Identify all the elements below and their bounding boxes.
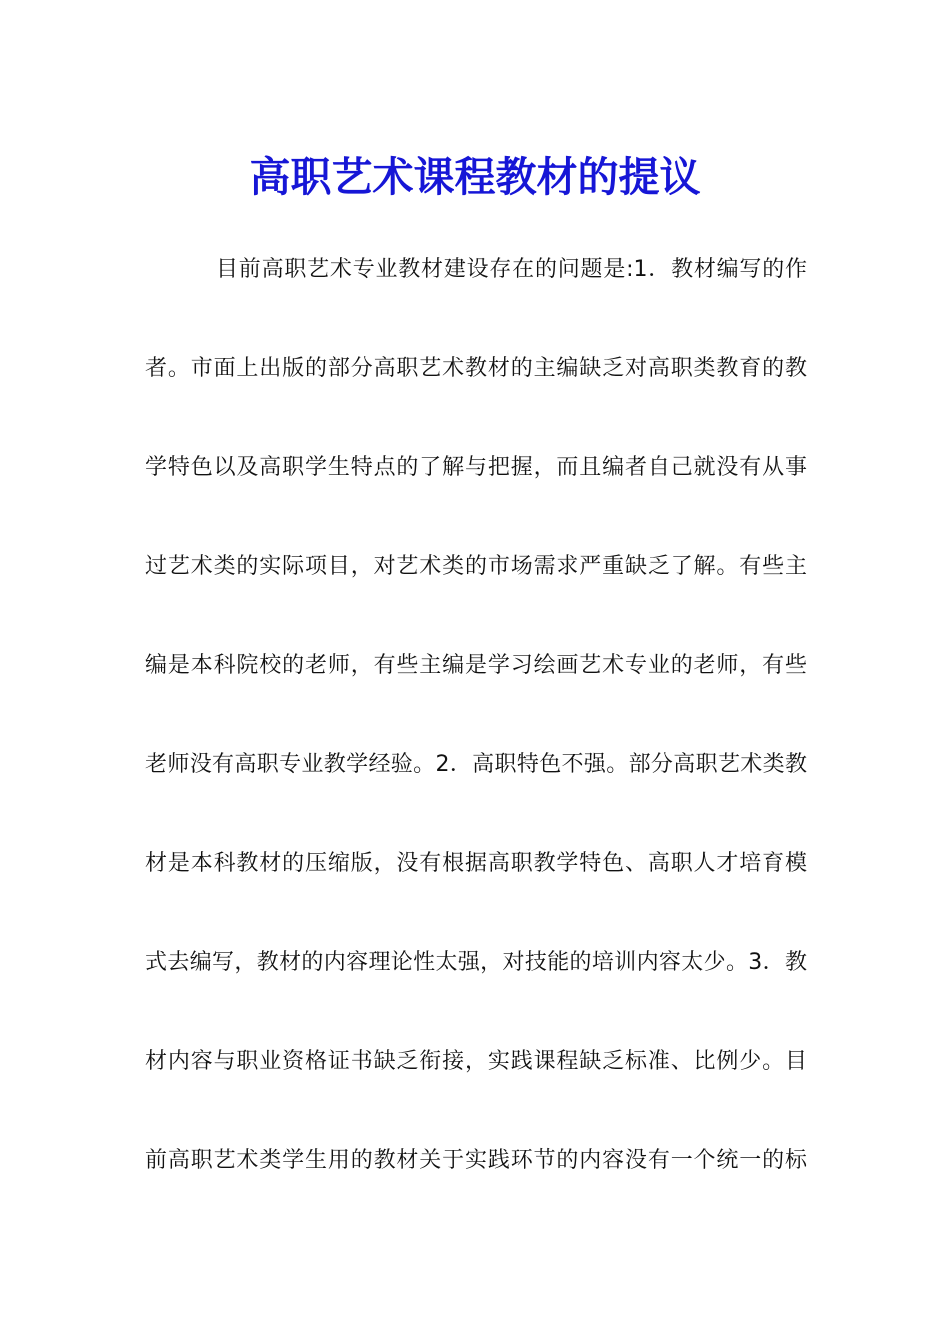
body-line-10: 前高职艺术类学生用的教材关于实践环节的内容没有一个统一的标 [145, 1148, 807, 1173]
document-body [145, 220, 807, 1210]
body-line-5: 编是本科院校的老师，有些主编是学习绘画艺术专业的老师，有些 [145, 653, 807, 678]
document-title: 高职艺术课程教材的提议 [249, 153, 701, 202]
body-line-1: 目前高职艺术专业教材建设存在的问题是:1．教材编写的作 [216, 257, 807, 282]
body-line-4: 过艺术类的实际项目，对艺术类的市场需求严重缺乏了解。有些主 [145, 554, 807, 579]
body-line-2: 者。市面上出版的部分高职艺术教材的主编缺乏对高职类教育的教 [145, 356, 807, 381]
body-line-9: 材内容与职业资格证书缺乏衔接，实践课程缺乏标准、比例少。目 [145, 1049, 807, 1074]
body-line-6: 老师没有高职专业教学经验。2．高职特色不强。部分高职艺术类教 [145, 752, 807, 777]
body-line-7: 材是本科教材的压缩版，没有根据高职教学特色、高职人才培育模 [145, 851, 807, 876]
body-line-8: 式去编写，教材的内容理论性太强，对技能的培训内容太少。3．教 [145, 950, 807, 975]
body-line-3: 学特色以及高职学生特点的了解与把握，而且编者自己就没有从事 [145, 455, 807, 480]
